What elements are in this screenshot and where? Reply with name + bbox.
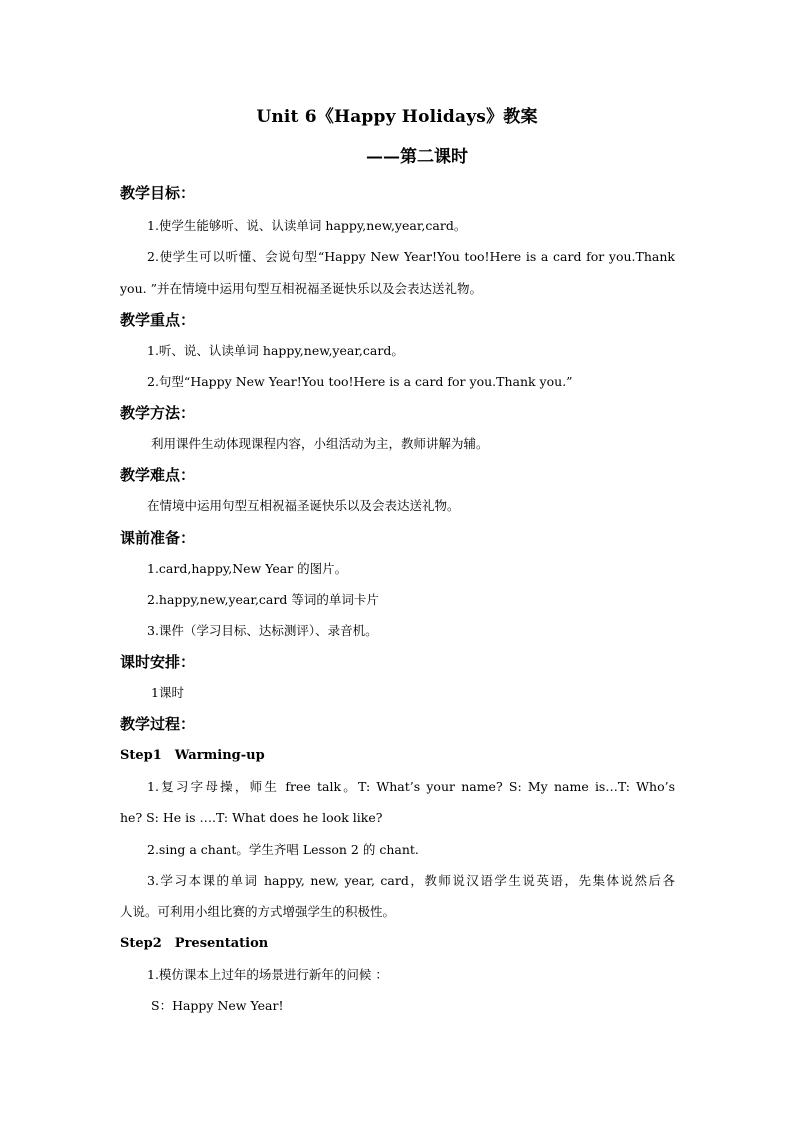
step1-item-1-line-2: he? S: He is ….T: What does he look like?	[120, 810, 383, 825]
goals-item-2-line-1: 2.使学生可以听懂、会说句型“Happy New Year!You too!Here is a card for you.Thank	[147, 249, 675, 264]
section-heading-methods: 教学方法：	[120, 404, 196, 422]
step2-item-1: 1.模仿课本上过年的场景进行新年的问候 ：	[147, 967, 388, 982]
step2-title: Step2 Presentation	[120, 936, 269, 951]
schedule-text: 1课时	[151, 685, 184, 700]
preparation-item-3: 3.课件（学习目标、达标测评）、录音机。	[147, 623, 378, 638]
step1-item-3-line-1: 3.学习本课的单词 happy, new, year, card，教师说汉语学生说英语，先集体说然后各	[147, 873, 675, 888]
goals-item-1: 1.使学生能够听、说、认读单词 happy,new,year,card。	[147, 218, 467, 233]
section-heading-difficulties: 教学难点：	[120, 466, 196, 484]
step1-item-1-line-1: 1.复习字母操，师生 free talk。T: What’s your name? S: My name is…T: Who’s	[147, 779, 675, 794]
difficulties-text: 在情境中运用句型互相祝福圣诞快乐以及会表达送礼物。	[147, 498, 460, 513]
section-heading-key-points: 教学重点：	[120, 311, 196, 329]
methods-text: 利用课件生动体现课程内容，小组活动为主，教师讲解为辅。	[151, 436, 489, 451]
key-points-item-1: 1.听、说、认读单词 happy,new,year,card。	[147, 343, 404, 358]
goals-item-2-line-2: you. ”并在情境中运用句型互相祝福圣诞快乐以及会表达送礼物。	[120, 281, 482, 296]
step1-item-2: 2.sing a chant。学生齐唱 Lesson 2 的 chant.	[147, 842, 419, 857]
key-points-item-2: 2.句型“Happy New Year!You too!Here is a card for you.Thank you.”	[147, 374, 573, 389]
preparation-item-1: 1.card,happy,New Year 的图片。	[147, 561, 348, 576]
document-subtitle: ——第二课时	[366, 147, 468, 167]
section-heading-goals: 教学目标：	[120, 184, 196, 202]
section-heading-schedule: 课时安排：	[120, 653, 196, 671]
preparation-item-2: 2.happy,new,year,card 等词的单词卡片	[147, 592, 379, 607]
step1-item-3-line-2: 人说。可利用小组比赛的方式增强学生的积极性。	[120, 904, 396, 919]
step1-title: Step1 Warming-up	[120, 748, 265, 763]
section-heading-process: 教学过程：	[120, 715, 196, 733]
step2-dialog-line-1: S：Happy New Year!	[151, 998, 284, 1013]
document-title: Unit 6《Happy Holidays》教案	[256, 107, 538, 127]
section-heading-preparation: 课前准备：	[120, 529, 196, 547]
